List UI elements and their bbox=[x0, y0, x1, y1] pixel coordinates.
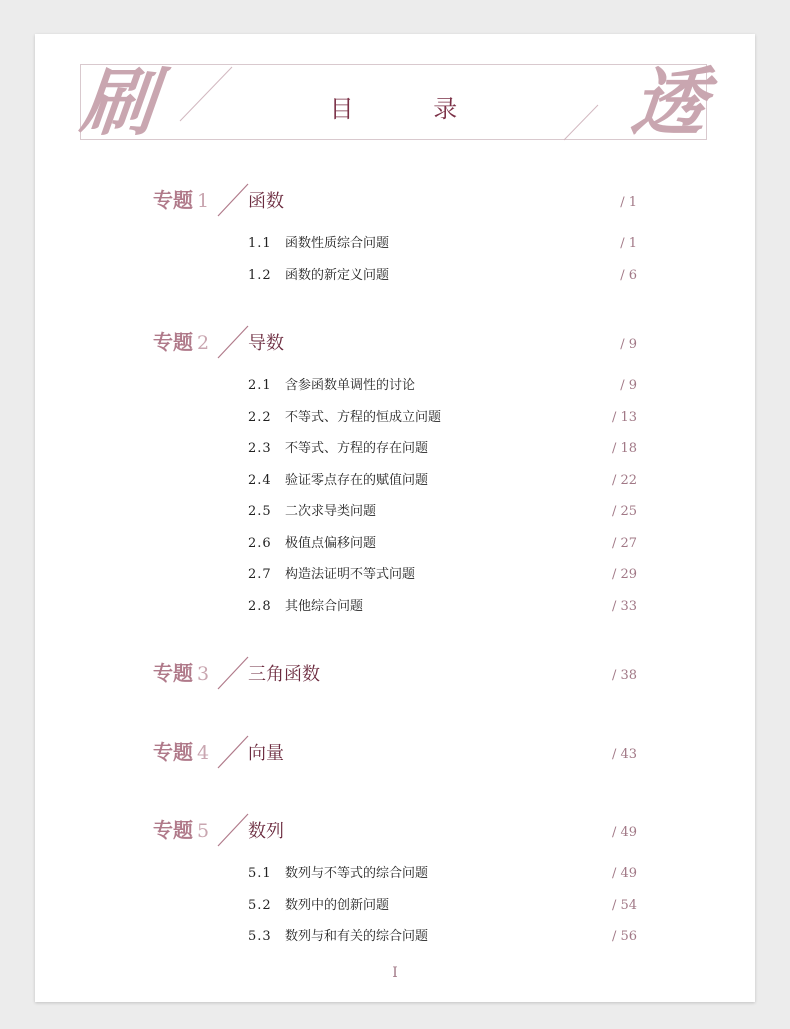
chapter-slash-divider bbox=[216, 182, 250, 218]
chapter-number: 2 bbox=[197, 332, 210, 354]
chapter-slash-divider bbox=[216, 812, 250, 848]
toc-section-row[interactable] bbox=[248, 864, 638, 884]
section-title: 函数的新定义问题 bbox=[285, 267, 390, 283]
toc-section-row[interactable] bbox=[248, 439, 638, 459]
chapter-page-ref: / 38 bbox=[611, 668, 637, 683]
section-page-ref: / 49 bbox=[611, 866, 637, 881]
chapter-title[interactable]: 数列 bbox=[248, 821, 284, 842]
toc-section-row[interactable] bbox=[248, 565, 638, 585]
chapter-number: 4 bbox=[197, 742, 210, 764]
toc-section-row[interactable] bbox=[248, 266, 638, 286]
section-page-ref: / 18 bbox=[611, 441, 637, 456]
section-title: 验证零点存在的赋值问题 bbox=[285, 472, 429, 488]
chapter-slash-divider bbox=[216, 734, 250, 770]
page-title: 目 录 bbox=[329, 95, 494, 123]
chapter-slash-divider bbox=[216, 655, 250, 691]
document-page bbox=[35, 34, 755, 1002]
chapter-page-ref: / 49 bbox=[611, 825, 637, 840]
chapter-number: 5 bbox=[197, 820, 210, 842]
section-number: 2.1 bbox=[248, 378, 272, 393]
toc-section-row[interactable] bbox=[248, 471, 638, 491]
chapter-number: 3 bbox=[197, 663, 210, 685]
chapter-title[interactable]: 函数 bbox=[248, 191, 284, 212]
section-number: 5.1 bbox=[248, 866, 272, 881]
section-page-ref: / 25 bbox=[611, 504, 637, 519]
chapter-label bbox=[153, 188, 209, 213]
chapter-number: 1 bbox=[197, 190, 210, 212]
section-page-ref: / 1 bbox=[620, 236, 637, 251]
toc-section-row[interactable] bbox=[248, 896, 638, 916]
section-title: 其他综合问题 bbox=[285, 598, 364, 614]
chapter-page-ref: / 9 bbox=[620, 337, 637, 352]
section-title: 数列与不等式的综合问题 bbox=[285, 866, 429, 881]
chapter-label bbox=[153, 740, 209, 765]
section-page-ref: / 6 bbox=[620, 267, 637, 283]
toc-header bbox=[76, 60, 711, 146]
section-title: 极值点偏移问题 bbox=[285, 535, 377, 551]
section-title: 含参函数单调性的讨论 bbox=[285, 378, 416, 393]
toc-section-row[interactable] bbox=[248, 502, 638, 522]
section-number: 2.7 bbox=[248, 567, 272, 582]
toc-section-row[interactable] bbox=[248, 534, 638, 554]
toc-section-row[interactable] bbox=[248, 597, 638, 617]
toc-section-row[interactable] bbox=[248, 376, 638, 396]
chapter-label bbox=[153, 330, 209, 355]
section-number: 2.6 bbox=[248, 535, 272, 551]
section-number: 2.4 bbox=[248, 472, 272, 488]
chapter-page-ref: / 43 bbox=[611, 747, 637, 762]
toc-section-row[interactable] bbox=[248, 927, 638, 947]
section-number: 2.3 bbox=[248, 441, 272, 456]
section-number: 2.5 bbox=[248, 504, 272, 519]
toc-section-row[interactable] bbox=[248, 234, 638, 254]
section-title: 数列与和有关的综合问题 bbox=[285, 929, 429, 944]
section-page-ref: / 22 bbox=[611, 472, 637, 488]
section-title: 二次求导类问题 bbox=[285, 504, 377, 519]
chapter-label-text: 专题 bbox=[153, 740, 193, 764]
section-title: 构造法证明不等式问题 bbox=[285, 567, 416, 582]
section-number: 2.2 bbox=[248, 409, 272, 425]
section-number: 5.3 bbox=[248, 929, 272, 944]
section-page-ref: / 27 bbox=[611, 535, 637, 551]
section-number: 1.2 bbox=[248, 267, 272, 283]
brush-calligraphy-right: 透 bbox=[627, 60, 711, 146]
chapter-slash-divider bbox=[216, 324, 250, 360]
chapter-title[interactable]: 导数 bbox=[248, 333, 284, 354]
chapter-title[interactable]: 向量 bbox=[248, 743, 284, 764]
chapter-label bbox=[153, 818, 209, 843]
section-page-ref: / 33 bbox=[611, 598, 637, 614]
section-title: 不等式、方程的恒成立问题 bbox=[285, 409, 442, 425]
chapter-label-text: 专题 bbox=[153, 661, 193, 685]
toc-section-row[interactable] bbox=[248, 408, 638, 428]
chapter-label bbox=[153, 661, 209, 686]
section-number: 5.2 bbox=[248, 897, 272, 913]
page-number: I bbox=[392, 965, 398, 981]
chapter-label-text: 专题 bbox=[153, 818, 193, 842]
section-page-ref: / 9 bbox=[620, 378, 637, 393]
chapter-title[interactable]: 三角函数 bbox=[248, 664, 320, 685]
section-number: 1.1 bbox=[248, 236, 272, 251]
section-page-ref: / 54 bbox=[611, 897, 637, 913]
section-page-ref: / 29 bbox=[611, 567, 637, 582]
chapter-label-text: 专题 bbox=[153, 330, 193, 354]
chapter-page-ref: / 1 bbox=[620, 195, 637, 210]
section-title: 数列中的创新问题 bbox=[285, 897, 390, 913]
section-number: 2.8 bbox=[248, 598, 272, 614]
chapter-label-text: 专题 bbox=[153, 188, 193, 212]
brush-calligraphy-left: 刷 bbox=[76, 60, 160, 146]
section-title: 不等式、方程的存在问题 bbox=[285, 441, 429, 456]
section-title: 函数性质综合问题 bbox=[285, 236, 390, 251]
section-page-ref: / 56 bbox=[611, 929, 637, 944]
section-page-ref: / 13 bbox=[611, 409, 637, 425]
